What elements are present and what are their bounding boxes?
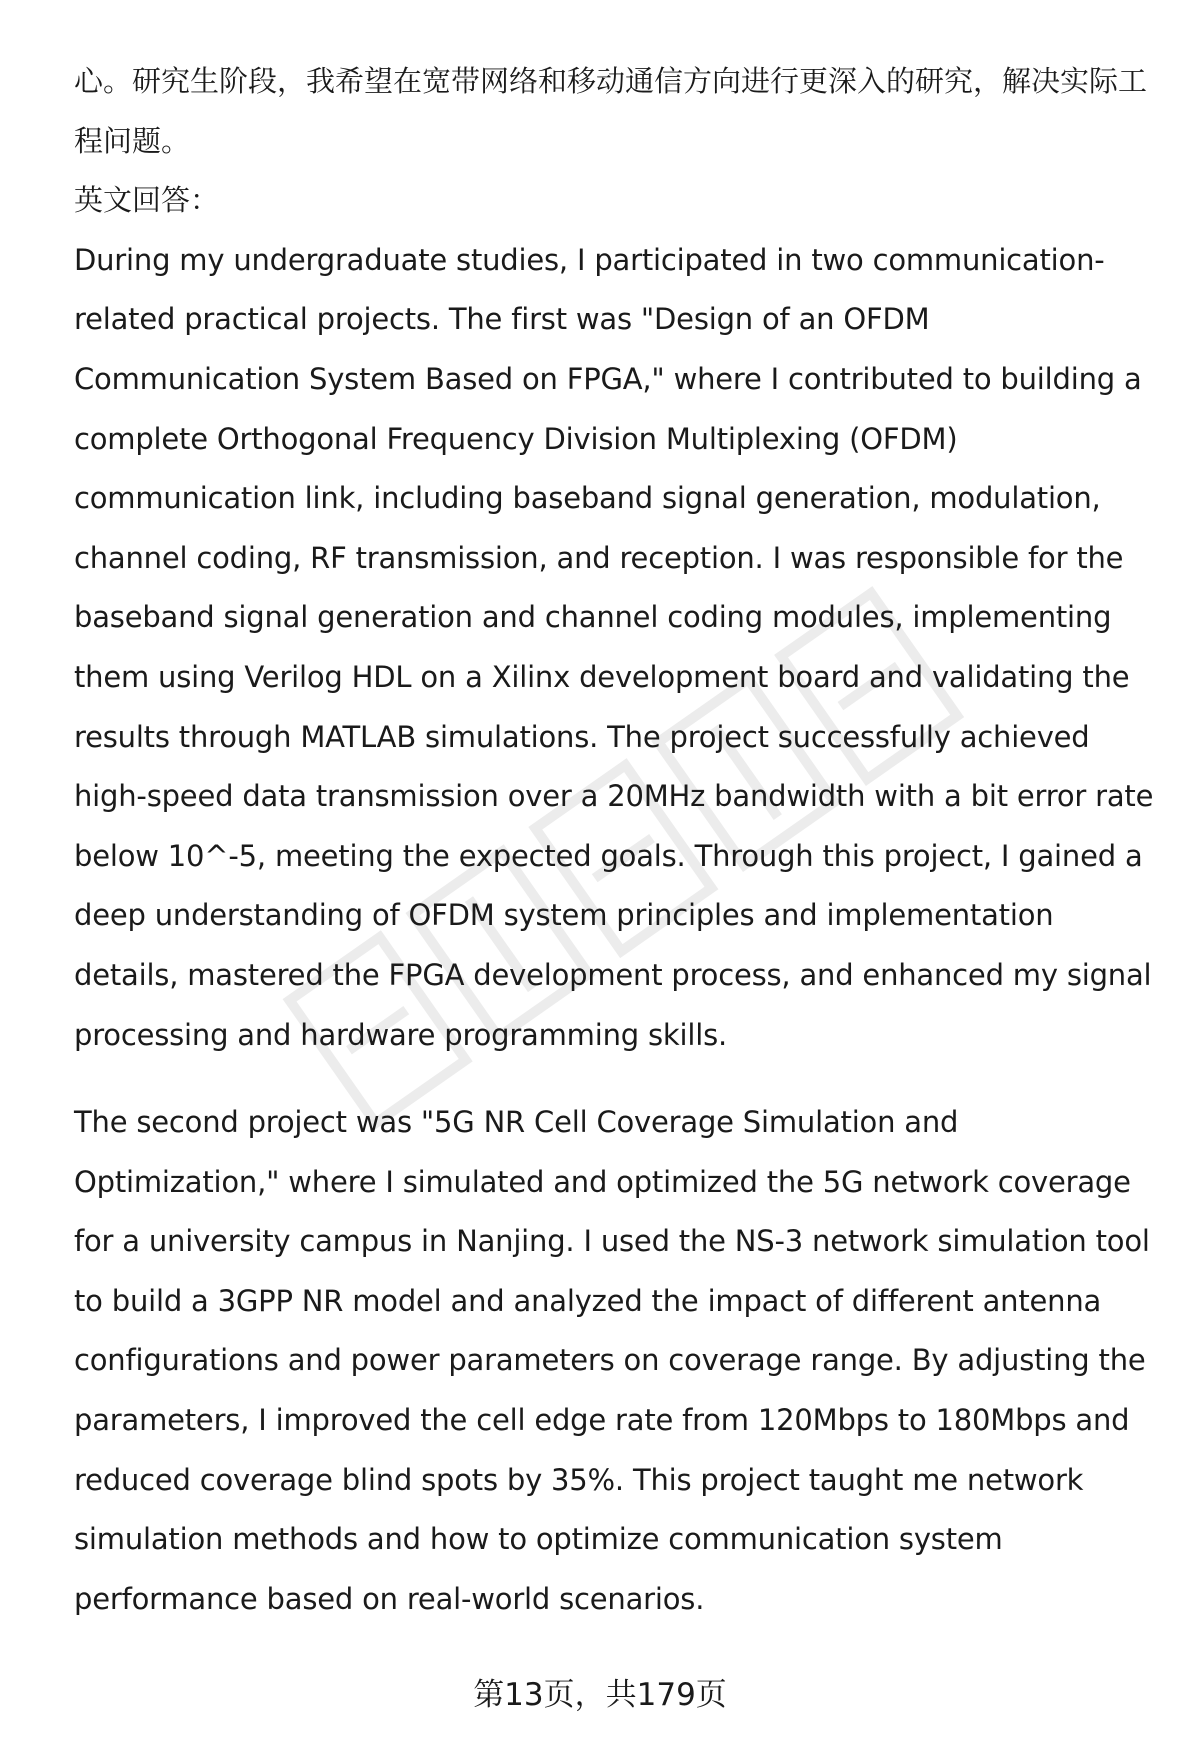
paragraph-2: The second project was "5G NR Cell Coverage Simulation and Optimization," where I simulated and optimized the 5G network coverage for a university campus in Nanjing. I used the NS-3 network simulation tool to build a 3GPP NR model and analyzed the impact of different antenna configurations and power parameters on coverage range. By adjusting the parameters, I improved the cell edge rate from 120Mbps to 180Mbps and reduced coverage blind spots by 35%. This project taught me network simulation methods and how to optimize communication system performance based on real-world scenarios. [74, 1105, 1150, 1616]
paragraph-1: During my undergraduate studies, I participated in two communication-related practical projects. The first was "Design of an OFDM Communication System Based on FPGA," where I contributed to building a complete Orthogonal Frequency Division Multiplexing (OFDM) communication link, including baseband signal generation, modulation, channel coding, RF transmission, and reception. I was responsible for the baseband signal generation and channel coding modules, implementing them using Verilog HDL on a Xilinx development board and validating the results through MATLAB simulations. The project successfully achieved high-speed data transmission over a 20MHz bandwidth with a bit error rate below 10^-5, meeting the expected goals. Through this project, I gained a deep understanding of OFDM system principles and implementation details, mastered the FPGA development process, and enhanced my signal processing and hardware programming skills. [74, 242, 1154, 1052]
intro-paragraph: 心。研究生阶段，我希望在宽带网络和移动通信方向进行更深入的研究，解决实际工程问题。 [74, 64, 1148, 158]
english-answer-heading: 英文回答： [74, 183, 220, 218]
document-page [74, 52, 1164, 1629]
page-number: 第13页，共179页 [473, 1677, 727, 1713]
